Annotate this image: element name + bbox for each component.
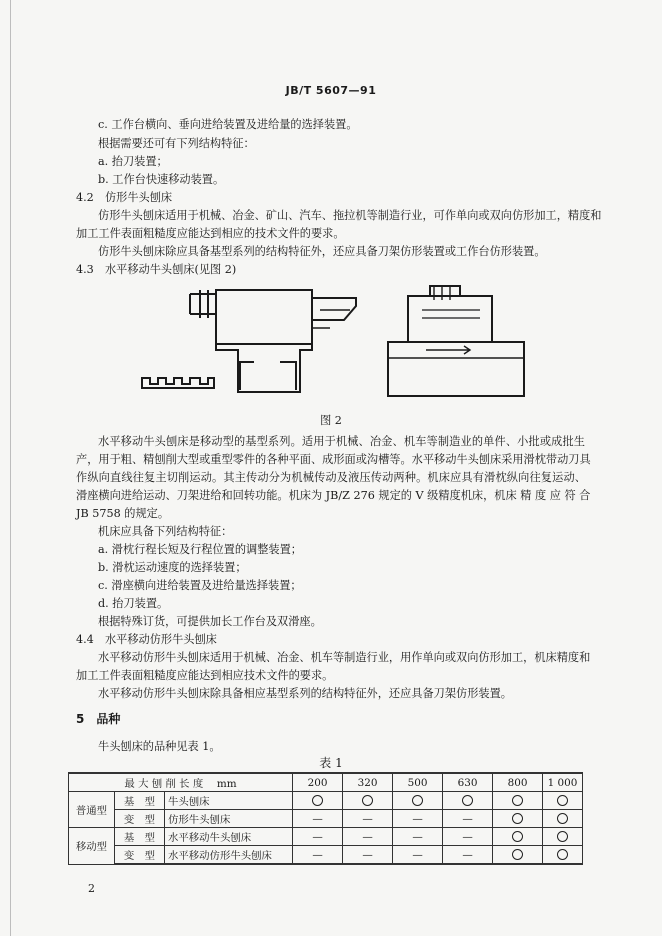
column-header: 630 <box>443 773 493 792</box>
table-header-row <box>69 773 583 792</box>
circle-mark-icon <box>512 831 523 842</box>
list-item: a. 抬刀装置； <box>98 155 168 168</box>
table-row <box>69 846 583 865</box>
paragraph-line: 根据需要还可有下列结构特征： <box>98 137 255 150</box>
mark-cell: — <box>293 846 343 865</box>
standard-code-header: JB/T 5607—91 <box>285 84 377 97</box>
group-cell: 移动型 <box>69 828 115 865</box>
circle-mark-icon <box>512 813 523 824</box>
paragraph-line: 产，用于粗、精刨削大型或重型零件的各种平面、成形面或沟槽等。水平移动牛头刨床采用滑枕带动刀具 <box>76 453 591 466</box>
paragraph-line: 水平移动仿形牛头刨床适用于机械、冶金、机车等制造行业，用作单向或双向仿形加工，机床精度和 <box>98 651 591 664</box>
page-number: 2 <box>88 882 95 895</box>
circle-mark-icon <box>462 795 473 806</box>
paragraph-line: 水平移动仿形牛头刨床除具备相应基型系列的结构特征外，还应具备刀架仿形装置。 <box>98 687 512 700</box>
circle-mark-icon <box>557 849 568 860</box>
paragraph-line: 滑座横向进给运动、刀架进给和回转功能。机床为 JB/Z 276 规定的 V 级精度机床，机床 精 度 应 符 合 <box>76 489 591 502</box>
circle-mark-icon <box>312 795 323 806</box>
paragraph-line: JB 5758 的规定。 <box>76 507 170 520</box>
column-header: 200 <box>293 773 343 792</box>
mark-cell <box>343 792 393 810</box>
mark-cell: — <box>393 810 443 828</box>
circle-mark-icon <box>512 849 523 860</box>
paragraph-line: 机床应具备下列结构特征： <box>98 525 233 538</box>
mark-cell <box>443 792 493 810</box>
mark-cell: — <box>343 846 393 865</box>
list-item: b. 工作台快速移动装置。 <box>98 173 225 186</box>
mark-cell <box>393 792 443 810</box>
table-row <box>69 792 583 810</box>
table-title: 表 1 <box>319 756 343 770</box>
table-row <box>69 810 583 828</box>
kind-cell: 变 型 <box>115 846 165 865</box>
section-heading-5: 5 品种 <box>76 712 121 726</box>
list-item: c. 滑座横向进给装置及进给量选择装置； <box>98 579 302 592</box>
mark-cell: — <box>393 846 443 865</box>
circle-mark-icon <box>512 795 523 806</box>
column-header: 800 <box>493 773 543 792</box>
section-heading-4-3: 4.3 水平移动牛头刨床(见图 2) <box>76 263 237 276</box>
mark-cell <box>543 810 583 828</box>
circle-mark-icon <box>362 795 373 806</box>
paragraph-line: 牛头刨床的品种见表 1。 <box>98 740 221 753</box>
column-header: 320 <box>343 773 393 792</box>
paragraph-line: 水平移动牛头刨床是移动型的基型系列。适用于机械、冶金、机车等制造业的单件、小批或成批生 <box>98 435 585 448</box>
paragraph-line: 仿形牛头刨床适用于机械、冶金、矿山、汽车、拖拉机等制造行业，可作单向或双向仿形加工，精度和 <box>98 209 602 222</box>
section-heading-4-2: 4.2 仿形牛头刨床 <box>76 191 173 204</box>
mark-cell: — <box>293 810 343 828</box>
paragraph-line: 仿形牛头刨床除应具备基型系列的结构特征外，还应具备刀架仿形装置或工作台仿形装置。 <box>98 245 546 258</box>
figure-2-drawing <box>130 270 530 400</box>
mark-cell: — <box>343 828 393 846</box>
kind-cell: 变 型 <box>115 810 165 828</box>
figure-caption: 图 2 <box>320 414 342 427</box>
mark-cell: — <box>343 810 393 828</box>
paragraph-line: c. 工作台横向、垂向进给装置及进给量的选择装置。 <box>98 118 358 131</box>
table-row <box>69 828 583 846</box>
machine-name-cell: 水平移动牛头刨床 <box>165 828 293 846</box>
machine-name-cell: 牛头刨床 <box>165 792 293 810</box>
mark-cell: — <box>443 828 493 846</box>
mark-cell <box>293 792 343 810</box>
column-header: 500 <box>393 773 443 792</box>
mark-cell: — <box>443 846 493 865</box>
paragraph-line: 作纵向直线往复主切削运动。其主传动分为机械传动及液压传动两种。机床应具有滑枕纵向往复运动、 <box>76 471 586 484</box>
column-header: 1 000 <box>543 773 583 792</box>
list-item: d. 抬刀装置。 <box>98 597 169 610</box>
circle-mark-icon <box>557 831 568 842</box>
paragraph-line: 加工工件表面粗糙度应能达到相应的技术文件的要求。 <box>76 227 345 240</box>
kind-cell: 基 型 <box>115 792 165 810</box>
right-planer-drawing <box>388 286 524 396</box>
header-label-cell: 最 大 刨 削 长 度 mm <box>69 773 293 792</box>
group-cell: 普通型 <box>69 792 115 828</box>
machine-name-cell: 水平移动仿形牛头刨床 <box>165 846 293 865</box>
circle-mark-icon <box>557 795 568 806</box>
mark-cell <box>543 846 583 865</box>
mark-cell: — <box>443 810 493 828</box>
mark-cell <box>543 792 583 810</box>
list-item: a. 滑枕行程长短及行程位置的调整装置； <box>98 543 302 556</box>
mark-cell <box>493 846 543 865</box>
paragraph-line: 加工工件表面粗糙度应能达到相应技术文件的要求。 <box>76 669 334 682</box>
machine-name-cell: 仿形牛头刨床 <box>165 810 293 828</box>
section-heading-4-4: 4.4 水平移动仿形牛头刨床 <box>76 633 217 646</box>
mark-cell <box>493 810 543 828</box>
mark-cell: — <box>293 828 343 846</box>
circle-mark-icon <box>557 813 568 824</box>
list-item: b. 滑枕运动速度的选择装置； <box>98 561 247 574</box>
mark-cell: — <box>393 828 443 846</box>
mark-cell <box>493 828 543 846</box>
left-planer-drawing <box>142 290 356 392</box>
paragraph-line: 根据特殊订货，可提供加长工作台及双滑座。 <box>98 615 322 628</box>
kind-cell: 基 型 <box>115 828 165 846</box>
variety-table <box>68 772 583 865</box>
circle-mark-icon <box>412 795 423 806</box>
page-edge-line <box>10 0 11 936</box>
mark-cell <box>543 828 583 846</box>
mark-cell <box>493 792 543 810</box>
